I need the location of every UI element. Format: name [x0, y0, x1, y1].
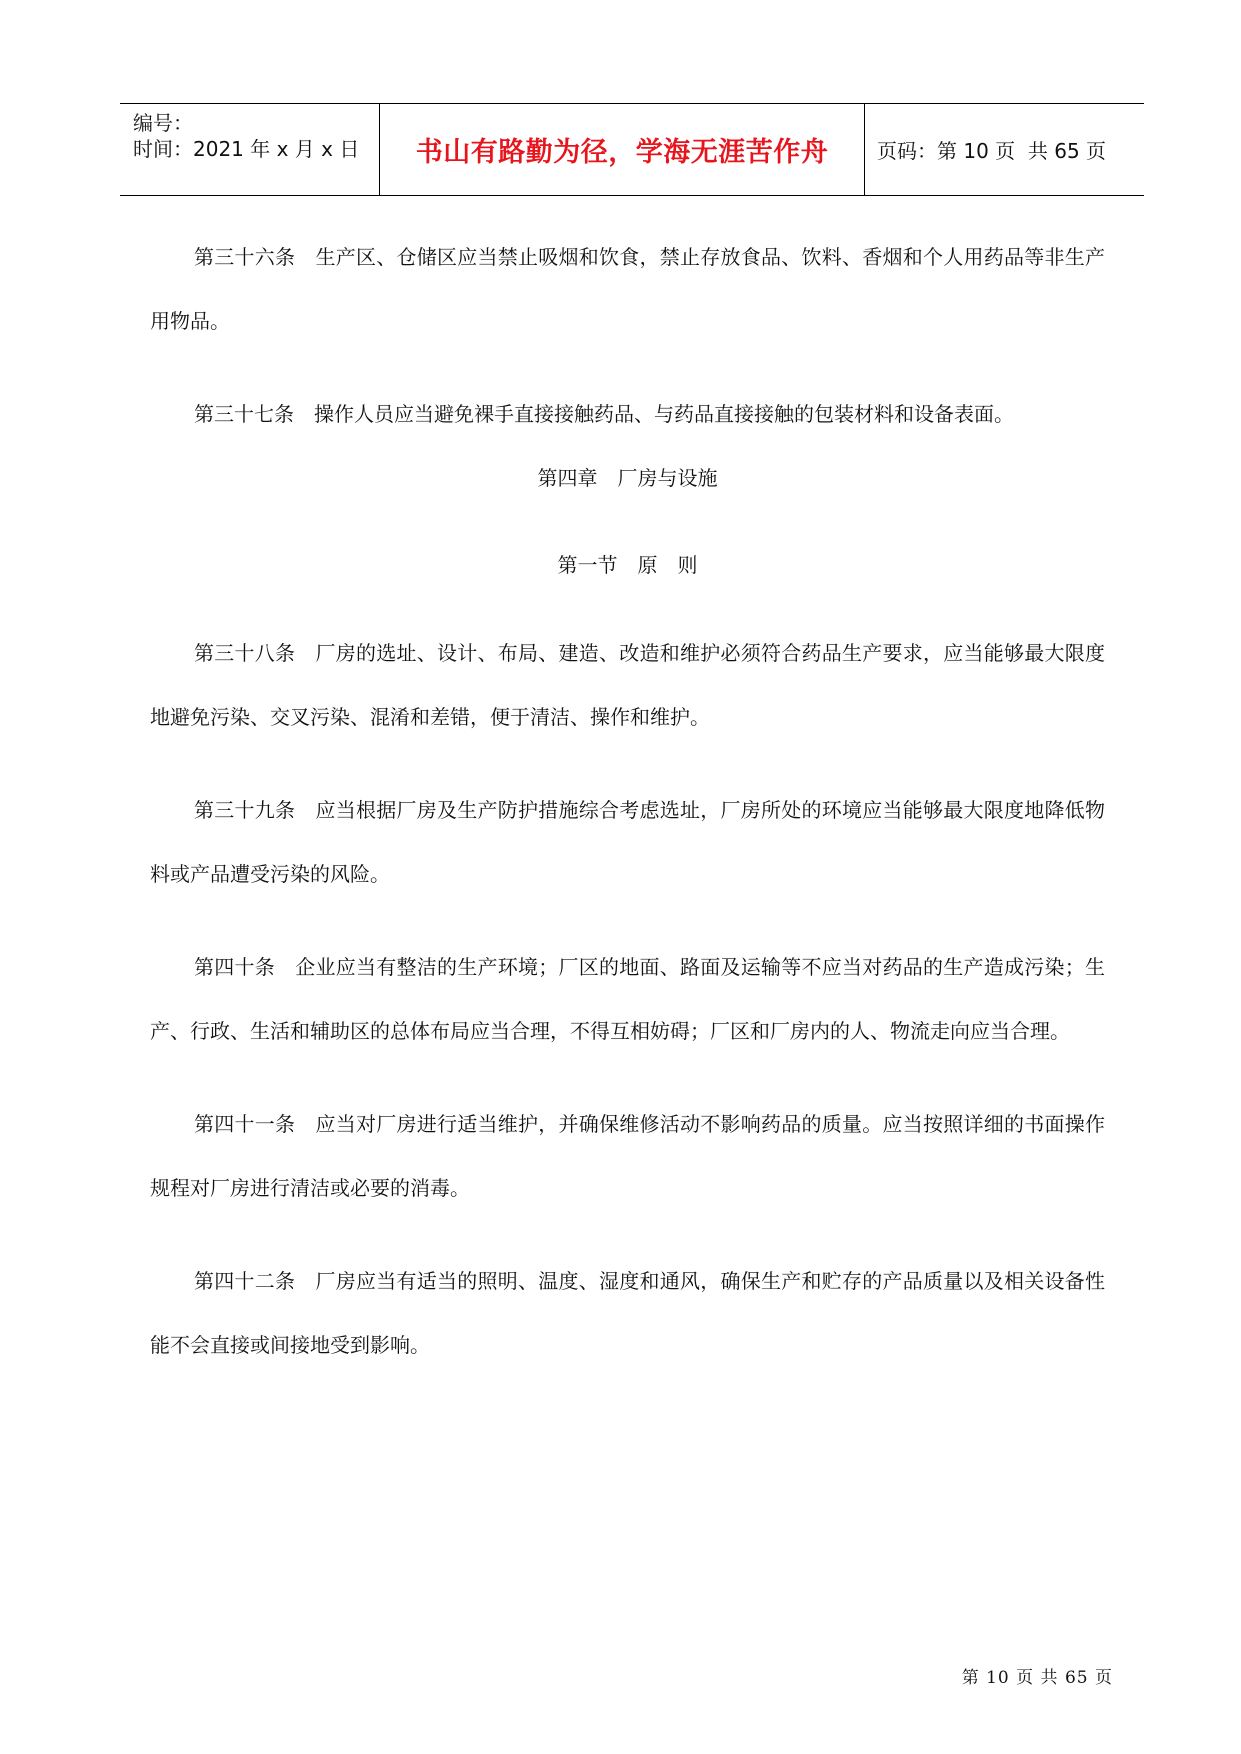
header-meta-cell — [120, 104, 380, 195]
document-body — [150, 225, 1105, 1406]
article-36: 第三十六条 生产区、仓储区应当禁止吸烟和饮食，禁止存放食品、饮料、香烟和个人用药品等非生产用物品。 — [150, 245, 1105, 333]
article-38: 第三十八条 厂房的选址、设计、布局、建造、改造和维护必须符合药品生产要求，应当能够最大限度地避免污染、交叉污染、混淆和差错，便于清洁、操作和维护。 — [150, 641, 1105, 729]
serial-number-label: 编号： — [133, 111, 193, 135]
date-label: 时间：2021 年 x 月 x 日 — [133, 137, 360, 161]
article-41: 第四十一条 应当对厂房进行适当维护，并确保维修活动不影响药品的质量。应当按照详细的书面操作规程对厂房进行清洁或必要的消毒。 — [150, 1112, 1105, 1200]
section-heading: 第一节 原 则 — [557, 553, 698, 577]
page-footer: 第 10 页 共 65 页 — [961, 1668, 1113, 1688]
chapter-heading: 第四章 厂房与设施 — [537, 466, 718, 490]
header-motto: 书山有路勤为径，学海无涯苦作舟 — [380, 104, 865, 195]
article-40: 第四十条 企业应当有整洁的生产环境；厂区的地面、路面及运输等不应当对药品的生产造成污染；生产、行政、生活和辅助区的总体布局应当合理，不得互相妨碍；厂区和厂房内的人、物流走向应当合理。 — [150, 955, 1105, 1043]
page-header — [120, 103, 1144, 196]
header-page-info: 页码：第 10 页 共 65 页 — [877, 139, 1107, 163]
article-42: 第四十二条 厂房应当有适当的照明、温度、湿度和通风，确保生产和贮存的产品质量以及相关设备性能不会直接或间接地受到影响。 — [150, 1269, 1105, 1357]
article-37: 第三十七条 操作人员应当避免裸手直接接触药品、与药品直接接触的包装材料和设备表面。 — [194, 402, 1014, 426]
article-39: 第三十九条 应当根据厂房及生产防护措施综合考虑选址，厂房所处的环境应当能够最大限度地降低物料或产品遭受污染的风险。 — [150, 798, 1105, 886]
